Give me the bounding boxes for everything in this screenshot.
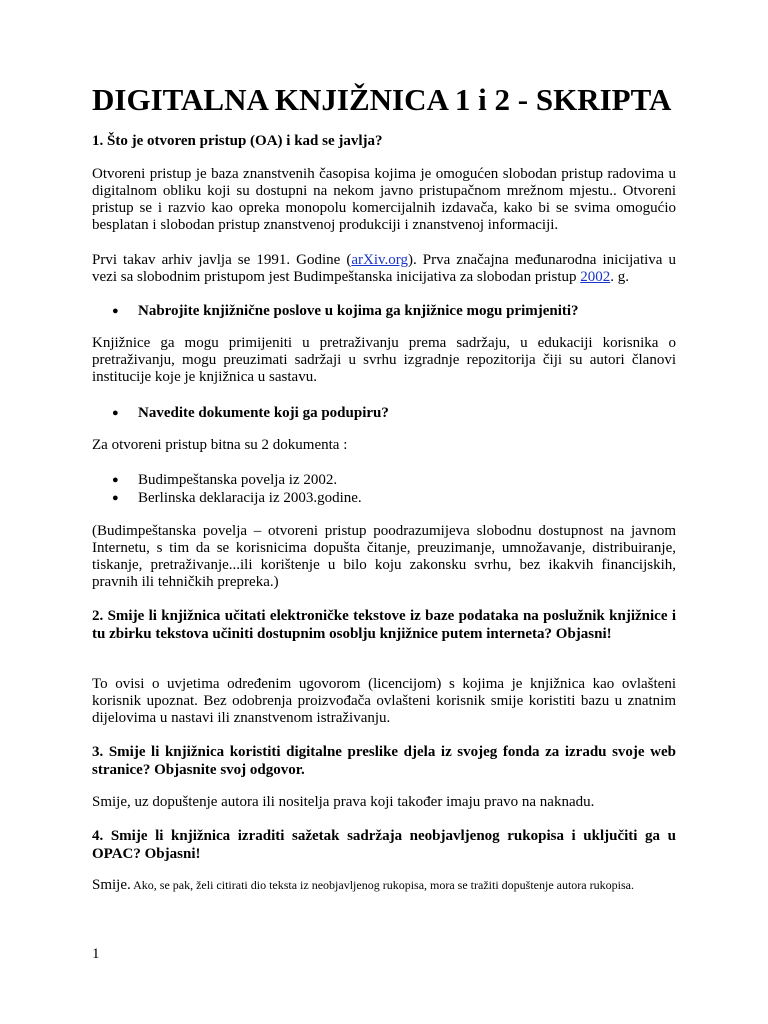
q1-paragraph-4: Za otvoreni pristup bitna su 2 dokumenta :: [92, 437, 348, 453]
q4-paragraph: [92, 877, 676, 894]
question-1-heading: 1. Što je otvoren pristup (OA) i kad se javlja?: [92, 133, 383, 149]
bullet-icon: ●: [112, 492, 119, 504]
q4-lead: Smije.: [92, 877, 131, 893]
bullet-icon: ●: [112, 407, 119, 419]
list-item-text: Budimpeštanska povelja iz 2002.: [138, 472, 338, 488]
bullet-icon: ●: [112, 474, 119, 486]
q3-paragraph: Smije, uz dopuštenje autora ili nositelja prava koji također imaju pravo na naknadu.: [92, 794, 595, 810]
q2-paragraph: To ovisi o uvjetima određenim ugovorom (licencijom) s kojima je knjižnica kao ovlašteni korisnik upoznat. Bez odobrenja proizvođača ovlašteni korisnik smije koristiti bazu u znatnim dijelovima u nastavi ili znanstvenom istraživanju.: [92, 676, 676, 726]
bullet-icon: ●: [112, 305, 119, 317]
document-title: DIGITALNA KNJIŽNICA 1 i 2 - SKRIPTA: [92, 82, 672, 117]
q1-paragraph-1: Otvoreni pristup je baza znanstvenih časopisa kojima je omogućen slobodan pristup radovima u digitalnom obliku koji su dostupni na nekom javno pristupačnom mrežnom mjestu.. Otvoreni pristup se i razvio kao opreka monopolu komercijalnih izdavača, kako bi se svima omogućio besplatan i slobodan pristup znanstvenoj produkciji i znanstvenoj informaciji.: [92, 166, 676, 233]
q1-p2-text-c: . g.: [610, 269, 630, 285]
q1-p2-text-a: Prvi takav arhiv javlja se 1991. Godine (: [92, 252, 352, 268]
arxiv-link[interactable]: arXiv.org: [351, 252, 408, 268]
year-2002-link[interactable]: 2002: [580, 269, 611, 285]
q1-p2-text-b: ). Prva značajna međunarodna inicijativa u vezi sa slobodnim pristupom jest Budimpeštanska inicijativa za slobodan pristup: [92, 252, 677, 285]
q1-paragraph-2: [92, 252, 676, 286]
question-3-heading: 3. Smije li knjižnica koristiti digitalne preslike djela iz svojeg fonda za izradu svoje web stranice? Objasnite svoj odgovor.: [92, 744, 676, 778]
q1-paragraph-3: Knjižnice ga mogu primijeniti u pretraživanju prema sadržaju, u edukaciji korisnika o pretraživanju, mogu preuzimati sadržaji u svrhu izgradnje repozitorija čiji su autori članovi institucije koje je knjižnica u sastavu.: [92, 335, 676, 385]
page-number: 1: [92, 946, 100, 962]
q1-paragraph-5: (Budimpeštanska povelja – otvoreni pristup poodrazumijeva slobodnu dostupnost na javnom Internetu, s tim da se korisnicima dopušta čitanje, preuzimanje, umnožavanje, distribuiranje, tiskanje, pretraživanje...ili korištenje u bilo koju zakonsku svrhu, bez ikakvih financijskih, pravnih ili tehničkih prepreka.): [92, 523, 676, 590]
list-item-text: Berlinska deklaracija iz 2003.godine.: [138, 490, 362, 506]
question-2-heading: 2. Smije li knjižnica učitati elektroničke tekstove iz baze podataka na poslužnik knjižnice i tu zbirku tekstova učiniti dostupnim osoblju knjižnice putem interneta? Objasni!: [92, 608, 676, 642]
question-4-heading: 4. Smije li knjižnica izraditi sažetak sadržaja neobjavljenog rukopisa i uključiti ga u OPAC? Objasni!: [92, 828, 676, 862]
q4-rest: Ako, se pak, želi citirati dio teksta iz neobjavljenog rukopisa, mora se tražiti dopuštenje autora rukopisa.: [130, 878, 634, 892]
bullet-text: Navedite dokumente koji ga podupiru?: [138, 405, 389, 421]
bullet-text: Nabrojite knjižnične poslove u kojima ga knjižnice mogu primjeniti?: [138, 303, 579, 319]
